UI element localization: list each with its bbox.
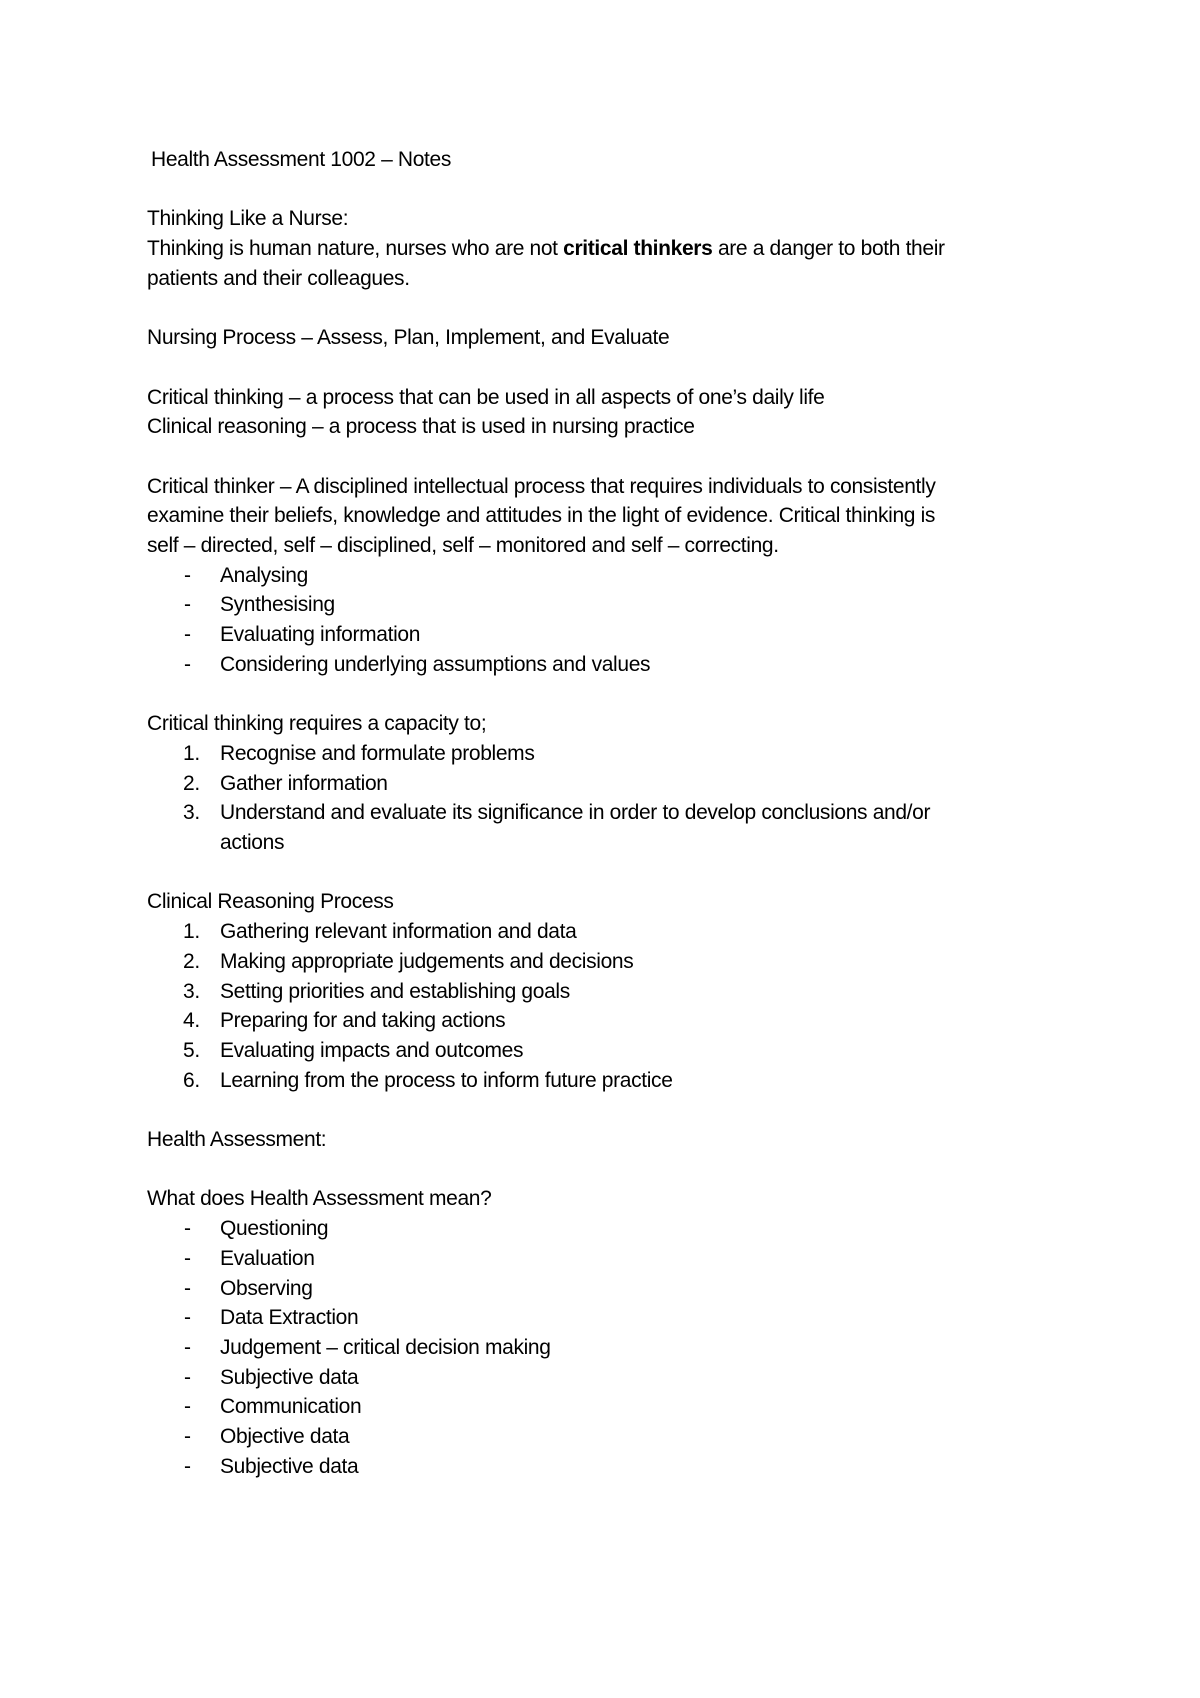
list-item	[147, 1363, 1047, 1393]
clinical-reasoning-heading: Clinical Reasoning Process	[147, 890, 394, 914]
list-item-text: Subjective data	[220, 1365, 359, 1389]
list-item-text: Synthesising	[220, 593, 335, 617]
thinking-paragraph-line-2: patients and their colleagues.	[147, 266, 410, 290]
thinking-text-bold: critical thinkers	[563, 237, 713, 261]
spacer	[147, 353, 1047, 383]
health-assessment-question: What does Health Assessment mean?	[147, 1187, 492, 1211]
dash-marker: -	[184, 1306, 191, 1330]
list-item-text: Communication	[220, 1395, 362, 1419]
list-item	[147, 590, 1047, 620]
dash-marker: -	[184, 593, 191, 617]
capacity-list	[147, 739, 1047, 858]
spacer	[147, 175, 1047, 205]
list-item	[147, 1244, 1047, 1274]
dash-marker: -	[184, 652, 191, 676]
list-item	[147, 1006, 1047, 1036]
list-item-text: Objective data	[220, 1425, 350, 1449]
dash-marker: -	[184, 1246, 191, 1270]
list-item	[147, 620, 1047, 650]
number-marker: 6.	[183, 1068, 200, 1092]
spacer	[147, 1155, 1047, 1185]
number-marker: 3.	[183, 801, 200, 825]
thinking-text-before: Thinking is human nature, nurses who are not	[147, 237, 564, 261]
health-assessment-list	[147, 1214, 1047, 1481]
list-item	[147, 1422, 1047, 1452]
list-item	[147, 1066, 1047, 1096]
list-item-text: Understand and evaluate its significance in order to develop conclusions and/or actions	[220, 801, 931, 855]
list-item-text: Gather information	[220, 771, 388, 795]
number-marker: 2.	[183, 949, 200, 973]
thinking-heading: Thinking Like a Nurse:	[147, 207, 349, 231]
clinical-reasoning-definition: Clinical reasoning – a process that is used in nursing practice	[147, 415, 695, 439]
dash-marker: -	[184, 1276, 191, 1300]
spacer	[147, 294, 1047, 324]
list-item-text: Evaluation	[220, 1246, 315, 1270]
dash-marker: -	[184, 1395, 191, 1419]
thinking-paragraph-line-1	[147, 234, 1047, 264]
list-item-text: Setting priorities and establishing goals	[220, 979, 570, 1003]
capacity-heading: Critical thinking requires a capacity to;	[147, 712, 487, 736]
list-item-text: Recognise and formulate problems	[220, 741, 535, 765]
number-marker: 1.	[183, 741, 200, 765]
spacer	[147, 442, 1047, 472]
list-item	[147, 1452, 1047, 1482]
list-item-text: Making appropriate judgements and decisions	[220, 949, 634, 973]
spacer	[147, 680, 1047, 710]
dash-marker: -	[184, 1454, 191, 1478]
list-item	[147, 1392, 1047, 1422]
dash-marker: -	[184, 563, 191, 587]
list-item-text: Questioning	[220, 1217, 329, 1241]
list-item	[147, 798, 980, 857]
list-item	[147, 739, 1047, 769]
health-assessment-heading: Health Assessment:	[147, 1128, 327, 1152]
list-item-text: Evaluating information	[220, 623, 421, 647]
number-marker: 1.	[183, 920, 200, 944]
dash-marker: -	[184, 1425, 191, 1449]
dash-marker: -	[184, 1365, 191, 1389]
list-item	[147, 1274, 1047, 1304]
spacer	[147, 1095, 1047, 1125]
thinking-text-after: are a danger to both their	[712, 237, 945, 261]
dash-marker: -	[184, 1217, 191, 1241]
list-item	[147, 769, 1047, 799]
nursing-process-line: Nursing Process – Assess, Plan, Implement, and Evaluate	[147, 326, 670, 350]
list-item-text: Preparing for and taking actions	[220, 1009, 506, 1033]
list-item-text: Observing	[220, 1276, 313, 1300]
number-marker: 5.	[183, 1039, 200, 1062]
number-marker: 4.	[183, 1009, 200, 1033]
critical-thinker-line-1: Critical thinker – A disciplined intellectual process that requires individuals to consistently	[147, 474, 936, 498]
document-page	[147, 145, 1047, 1482]
list-item-text: Data Extraction	[220, 1306, 359, 1330]
critical-thinker-list	[147, 561, 1047, 680]
list-item-text: Gathering relevant information and data	[220, 920, 577, 944]
list-item	[147, 561, 1047, 591]
critical-thinker-line-2: examine their beliefs, knowledge and attitudes in the light of evidence. Critical thinking is	[147, 504, 936, 528]
list-item-text: Subjective data	[220, 1454, 359, 1478]
list-item-text: Evaluating impacts and outcomes	[220, 1039, 524, 1062]
list-item	[147, 1333, 1047, 1363]
list-item	[147, 1214, 1047, 1244]
number-marker: 2.	[183, 771, 200, 795]
list-item	[147, 1303, 1047, 1333]
list-item	[147, 947, 1047, 977]
critical-thinking-definition: Critical thinking – a process that can be used in all aspects of one’s daily life	[147, 385, 825, 409]
list-item	[147, 1036, 1047, 1066]
document-title: Health Assessment 1002 – Notes	[151, 148, 452, 171]
spacer	[147, 858, 1047, 888]
list-item-text: Learning from the process to inform future practice	[220, 1068, 673, 1092]
number-marker: 3.	[183, 979, 200, 1003]
list-item	[147, 977, 1047, 1007]
critical-thinker-line-3: self – directed, self – disciplined, self – monitored and self – correcting.	[147, 534, 779, 558]
dash-marker: -	[184, 623, 191, 647]
list-item	[147, 650, 1047, 680]
list-item-text: Judgement – critical decision making	[220, 1336, 551, 1359]
list-item-text: Analysing	[220, 563, 308, 587]
list-item	[147, 917, 1047, 947]
clinical-reasoning-list	[147, 917, 1047, 1095]
list-item-text: Considering underlying assumptions and values	[220, 652, 651, 676]
dash-marker: -	[184, 1336, 191, 1359]
